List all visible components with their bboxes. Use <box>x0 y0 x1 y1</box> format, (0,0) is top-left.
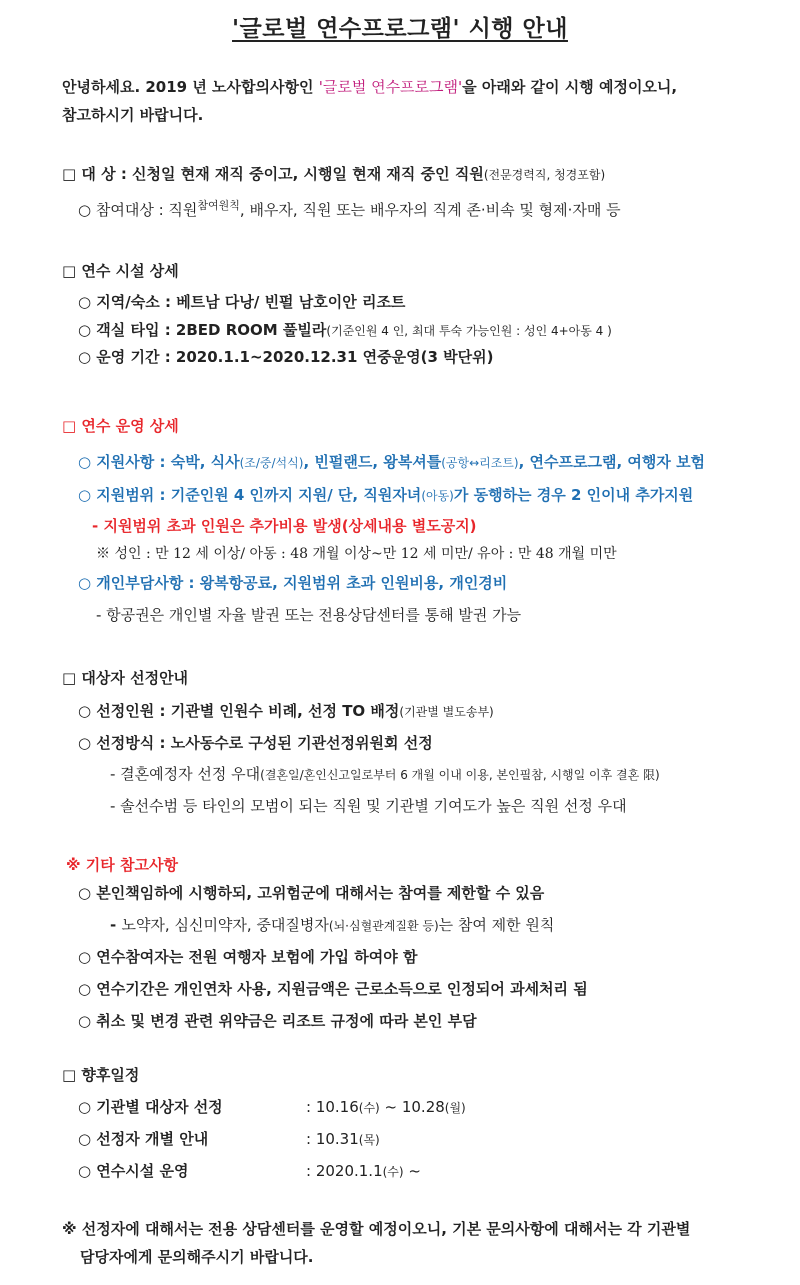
participants-line: ○ 참여대상 : 직원$^{참여원칙}$, 배우자, 직원 또는 배우자의 직계 존·비속 및 형제·자매 등 <box>78 199 621 219</box>
other-leave: ○ 연수기간은 개인연차 사용, 지원금액은 근로소득으로 인정되어 과세처리 됨 <box>78 980 588 998</box>
facility-region: ○ 지역/숙소 : 베트남 다낭/ 빈펄 남호이안 리조트 <box>78 293 406 311</box>
facility-room: ○ 객실 타입 : 2BED ROOM 풀빌라(기준인원 4 인, 최대 투숙 가능인원 : 성인 4+아동 4 ) <box>78 321 612 339</box>
target-heading: □ 대 상 : 신청일 현재 재직 중이고, 시행일 현재 재직 중인 직원(전문경력직, 청경포함) <box>62 165 606 183</box>
footer-line-1: ※ 선정자에 대해서는 전용 상담센터를 운영할 예정이오니, 기본 문의사항에 대해서는 각 기관별 <box>62 1220 691 1238</box>
other-risk-sub: - 노약자, 심신미약자, 중대질병자(뇌·심혈관계질환 등)는 참여 제한 원칙 <box>110 916 555 934</box>
operation-scope: ○ 지원범위 : 기준인원 4 인까지 지원/ 단, 직원자녀(아동)가 동행하는 경우 2 인이내 추가지원 <box>78 486 694 504</box>
schedule-heading: □ 향후일정 <box>62 1066 140 1084</box>
selection-method: ○ 선정방식 : 노사동수로 구성된 기관선정위원회 선정 <box>78 734 433 752</box>
facility-period: ○ 운영 기간 : 2020.1.1~2020.12.31 연중운영(3 박단위) <box>78 348 494 366</box>
schedule-row-value: : 10.16(수) ~ 10.28(월) <box>306 1098 466 1116</box>
other-heading: ※ 기타 참고사항 <box>66 856 178 874</box>
operation-personal: ○ 개인부담사항 : 왕복항공료, 지원범위 초과 인원비용, 개인경비 <box>78 574 508 592</box>
selection-pref-1: - 결혼예정자 선정 우대(결혼일/혼인신고일로부터 6 개월 이내 이용, 본인필참, 시행일 이후 결혼 限) <box>110 765 660 783</box>
other-cancel: ○ 취소 및 변경 관련 위약금은 리조트 규정에 따라 본인 부담 <box>78 1012 477 1030</box>
intro-line-2: 참고하시기 바랍니다. <box>62 106 204 124</box>
footer-line-2: 담당자에게 문의해주시기 바랍니다. <box>80 1248 314 1266</box>
operation-ticket: - 항공권은 개인별 자율 발권 또는 전용상담센터를 통해 발권 가능 <box>96 606 522 624</box>
intro-line-1: 안녕하세요. 2019 년 노사합의사항인 '글로벌 연수프로그램'을 아래와 같이 시행 예정이오니, <box>62 78 678 96</box>
facility-heading: □ 연수 시설 상세 <box>62 262 179 280</box>
operation-age-note: ※ 성인 : 만 12 세 이상/ 아동 : 48 개월 이상~만 12 세 미만/ 유아 : 만 48 개월 미만 <box>96 546 617 562</box>
schedule-row-label: ○ 선정자 개별 안내 <box>78 1130 209 1148</box>
other-insurance: ○ 연수참여자는 전원 여행자 보험에 가입 하여야 함 <box>78 948 418 966</box>
selection-heading: □ 대상자 선정안내 <box>62 669 189 687</box>
other-risk: ○ 본인책임하에 시행하되, 고위험군에 대해서는 참여를 제한할 수 있음 <box>78 884 545 902</box>
selection-pref-2: - 솔선수범 등 타인의 모범이 되는 직원 및 기관별 기여도가 높은 직원 선정 우대 <box>110 797 627 815</box>
schedule-row-label: ○ 기관별 대상자 선정 <box>78 1098 223 1116</box>
schedule-row-value: : 2020.1.1(수) ~ <box>306 1162 421 1180</box>
schedule-row-value: : 10.31(목) <box>306 1130 380 1148</box>
operation-support: ○ 지원사항 : 숙박, 식사(조/중/석식), 빈펄랜드, 왕복셔틀(공항↔리조트), 연수프로그램, 여행자 보험 <box>78 453 706 471</box>
selection-quota: ○ 선정인원 : 기관별 인원수 비례, 선정 TO 배정(기관별 별도송부) <box>78 702 494 720</box>
page-title: '글로벌 연수프로그램' 시행 안내 <box>232 16 568 42</box>
schedule-row-label: ○ 연수시설 운영 <box>78 1162 189 1180</box>
operation-excess: - 지원범위 초과 인원은 추가비용 발생(상세내용 별도공지) <box>92 517 477 535</box>
operation-heading: □ 연수 운영 상세 <box>62 417 179 435</box>
